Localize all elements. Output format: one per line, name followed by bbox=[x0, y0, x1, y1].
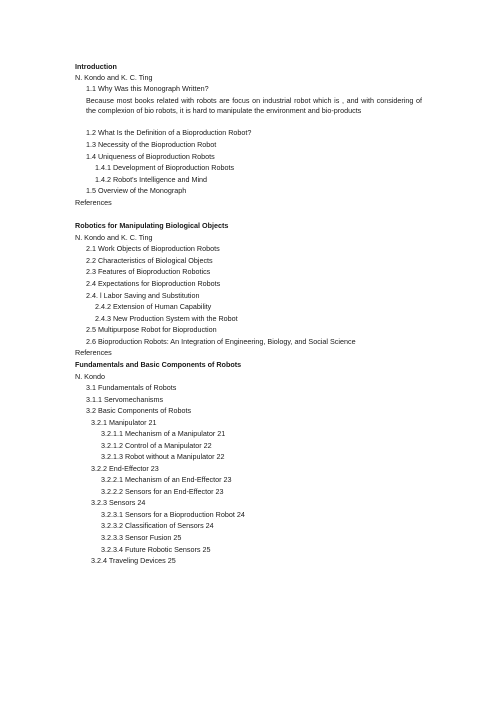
toc-entry: 3.2.4 Traveling Devices 25 bbox=[91, 556, 176, 565]
chapter-1-title: Introduction bbox=[75, 62, 117, 71]
toc-entry: 3.2.3.4 Future Robotic Sensors 25 bbox=[101, 545, 211, 554]
toc-entry: 2.6 Bioproduction Robots: An Integration of Engineering, Biology, and Social Science bbox=[86, 337, 356, 346]
toc-entry: 1.1 Why Was this Monograph Written? bbox=[86, 84, 209, 93]
toc-entry: 3.2.1.2 Control of a Manipulator 22 bbox=[101, 441, 212, 450]
toc-entry: 1.3 Necessity of the Bioproduction Robot bbox=[86, 140, 217, 149]
toc-entry: 2.4. l Labor Saving and Substitution bbox=[86, 291, 200, 300]
toc-entry: 3.2.3.3 Sensor Fusion 25 bbox=[101, 533, 182, 542]
toc-entry: 2.4.3 New Production System with the Robot bbox=[95, 314, 238, 323]
chapter-1-note: Because most books related with robots are focus on industrial robot which is , and with considering of the complexion of bio robots, it is hard to manipulate the environment and bio-products bbox=[86, 96, 422, 115]
toc-entry: 1.4.1 Development of Bioproduction Robots bbox=[95, 163, 235, 172]
toc-entry: 3.2.1.3 Robot without a Manipulator 22 bbox=[101, 452, 225, 461]
toc-entry: 2.2 Characteristics of Biological Objects bbox=[86, 256, 213, 265]
chapter-1-authors: N. Kondo and K. C. Ting bbox=[75, 73, 153, 82]
toc-entry: 3.1 Fundamentals of Robots bbox=[86, 383, 177, 392]
toc-entry: 3.2 Basic Components of Robots bbox=[86, 406, 192, 415]
toc-entry: 3.2.3 Sensors 24 bbox=[91, 498, 146, 507]
toc-entry: 3.2.2 End-Effector 23 bbox=[91, 464, 159, 473]
toc-entry: 1.4.2 Robot's Intelligence and Mind bbox=[95, 175, 208, 184]
references-entry: References bbox=[75, 198, 112, 207]
toc-entry: 2.5 Multipurpose Robot for Bioproduction bbox=[86, 325, 217, 334]
toc-entry: 3.2.3.2 Classification of Sensors 24 bbox=[101, 521, 214, 530]
chapter-3-authors: N. Kondo bbox=[75, 372, 105, 381]
toc-entry: 3.2.1.1 Mechanism of a Manipulator 21 bbox=[101, 429, 226, 438]
toc-entry: 1.4 Uniqueness of Bioproduction Robots bbox=[86, 152, 215, 161]
toc-entry: 3.2.2.1 Mechanism of an End-Effector 23 bbox=[101, 475, 232, 484]
toc-entry: 3.2.1 Manipulator 21 bbox=[91, 418, 157, 427]
toc-entry: 3.2.3.1 Sensors for a Bioproduction Robot 24 bbox=[101, 510, 245, 519]
toc-entry: 2.1 Work Objects of Bioproduction Robots bbox=[86, 244, 220, 253]
toc-entry: 3.2.2.2 Sensors for an End-Effector 23 bbox=[101, 487, 224, 496]
toc-entry: 2.4 Expectations for Bioproduction Robots bbox=[86, 279, 221, 288]
toc-entry: 2.4.2 Extension of Human Capability bbox=[95, 302, 212, 311]
toc-entry: 1.5 Overview of the Monograph bbox=[86, 186, 187, 195]
chapter-2-title: Robotics for Manipulating Biological Objects bbox=[75, 221, 229, 230]
toc-entry: 1.2 What Is the Definition of a Bioproduction Robot? bbox=[86, 128, 252, 137]
chapter-3-title: Fundamentals and Basic Components of Robots bbox=[75, 360, 242, 369]
references-entry: References bbox=[75, 348, 112, 357]
toc-entry: 3.1.1 Servomechanisms bbox=[86, 395, 164, 404]
toc-entry: 2.3 Features of Bioproduction Robotics bbox=[86, 267, 211, 276]
chapter-2-authors: N. Kondo and K. C. Ting bbox=[75, 233, 153, 242]
